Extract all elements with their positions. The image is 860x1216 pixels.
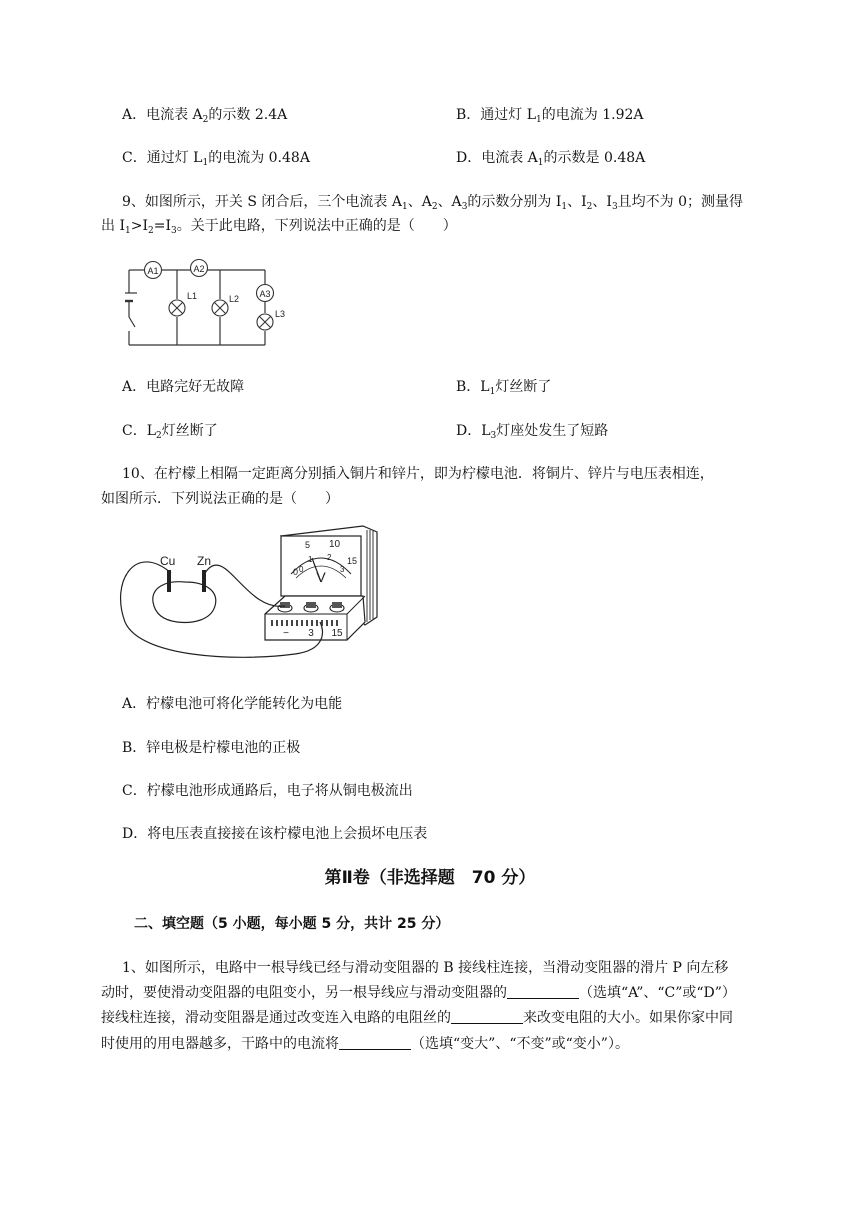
scale-inner-1: 1	[308, 555, 313, 564]
q9-stem-line1: 9、如图所示，开关 S 闭合后，三个电流表 $A_1$、$A_2$、$A_3$的示数分别为 $I_1$、$I_2$、$I_3$且均不为 0；测量得	[122, 194, 744, 212]
q10-option-a: A．柠檬电池可将化学能转化为电能	[122, 696, 343, 712]
q8-option-b: B．通过灯 $L_1$的电流为 1.92A	[456, 107, 644, 125]
label-zn: Zn	[197, 554, 212, 568]
terminal-label-negative: −	[283, 628, 289, 639]
terminal-label-15: 15	[331, 628, 343, 639]
terminal-negative	[278, 602, 292, 612]
ammeter-a1	[145, 262, 162, 279]
label-cu: Cu	[160, 554, 176, 568]
q9-circuit-diagram	[125, 255, 285, 350]
wire-to-terminal-negative	[205, 565, 285, 606]
q10-stem-line1: 10、在柠檬上相隔一定距离分别插入铜片和锌片，即为柠檬电池．将铜片、锌片与电压表相连，	[122, 466, 714, 482]
scale-inner-2: 2	[327, 553, 332, 562]
ammeter-a2	[191, 260, 208, 277]
scale-outer-10: 10	[329, 539, 341, 550]
q10-lemon-battery-figure	[115, 522, 390, 667]
lamp-l2	[212, 300, 228, 316]
q8-option-c: C．通过灯 $L_1$的电流为 0.48A	[122, 150, 310, 168]
q10-option-b: B．锌电极是柠檬电池的正极	[122, 740, 301, 756]
part2-title: 第Ⅱ卷（非选择题 70 分）	[324, 868, 536, 888]
q9-option-a: A．电路完好无故障	[122, 379, 245, 395]
label-l3: L3	[275, 309, 285, 319]
answer-blank-1[interactable]	[507, 984, 579, 999]
label-a3: A3	[259, 289, 271, 299]
q10-stem-line2: 如图所示．下列说法正确的是（ ）	[101, 491, 339, 507]
zinc-electrode	[202, 570, 206, 592]
label-l1: L1	[187, 291, 198, 301]
fill1-line4: 时使用的用电器越多，干路中的电流将 （选填“变大”、“不变”或“变小”）。	[101, 1036, 629, 1052]
q10-option-d: D．将电压表直接接在该柠檬电池上会损坏电压表	[122, 826, 428, 842]
scale-outer-15: 15	[347, 556, 358, 566]
copper-electrode	[167, 570, 171, 592]
scale-inner-3: 3	[340, 565, 345, 574]
ammeter-a3	[257, 285, 274, 302]
fill1-line3: 接线柱连接，滑动变阻器是通过改变连入电路的电阻丝的 来改变电阻的大小。如果你家中同	[101, 1010, 733, 1026]
fill1-line1: 1、如图所示，电路中一根导线已经与滑动变阻器的 B 接线柱连接，当滑动变阻器的滑片 P 向左移	[122, 960, 729, 976]
answer-blank-2[interactable]	[451, 1009, 523, 1024]
lamp-l3	[257, 314, 273, 330]
meter-symbol: V	[316, 569, 326, 585]
label-a2: A2	[193, 264, 205, 274]
q10-option-c: C．柠檬电池形成通路后，电子将从铜电极流出	[122, 783, 413, 799]
lamp-l1	[169, 300, 185, 316]
q9-option-d: D．$L_3$灯座处发生了短路	[456, 423, 609, 441]
scale-inner-0: 0	[299, 565, 304, 574]
terminal-15	[330, 602, 344, 612]
q8-option-a: A．电流表 $A_2$的示数 2.4A	[122, 107, 288, 125]
q9-option-c: C．$L_2$灯丝断了	[122, 423, 218, 441]
answer-blank-3[interactable]	[339, 1035, 411, 1050]
terminal-label-3: 3	[308, 628, 314, 639]
battery-icon	[125, 293, 137, 301]
fill1-line2: 动时，要使滑动变阻器的电阻变小，另一根导线应与滑动变阻器的 （选填“A”、“C”或“D”）	[101, 985, 736, 1001]
q9-option-b: B．$L_1$灯丝断了	[456, 379, 552, 397]
scale-outer-5: 5	[305, 540, 311, 550]
label-a1: A1	[147, 266, 159, 276]
lemon	[153, 582, 216, 623]
scale-outer-0: 0	[293, 567, 299, 577]
section-title-fill-in: 二、填空题（5 小题，每小题 5 分，共计 25 分）	[134, 916, 450, 932]
terminal-3	[304, 602, 318, 612]
q9-stem-line2: 出 $I_1>I_2=I_3$。关于此电路，下列说法中正确的是（ ）	[101, 218, 457, 236]
q8-option-d: D．电流表 $A_1$的示数是 0.48A	[456, 150, 646, 168]
label-l2: L2	[229, 294, 240, 304]
